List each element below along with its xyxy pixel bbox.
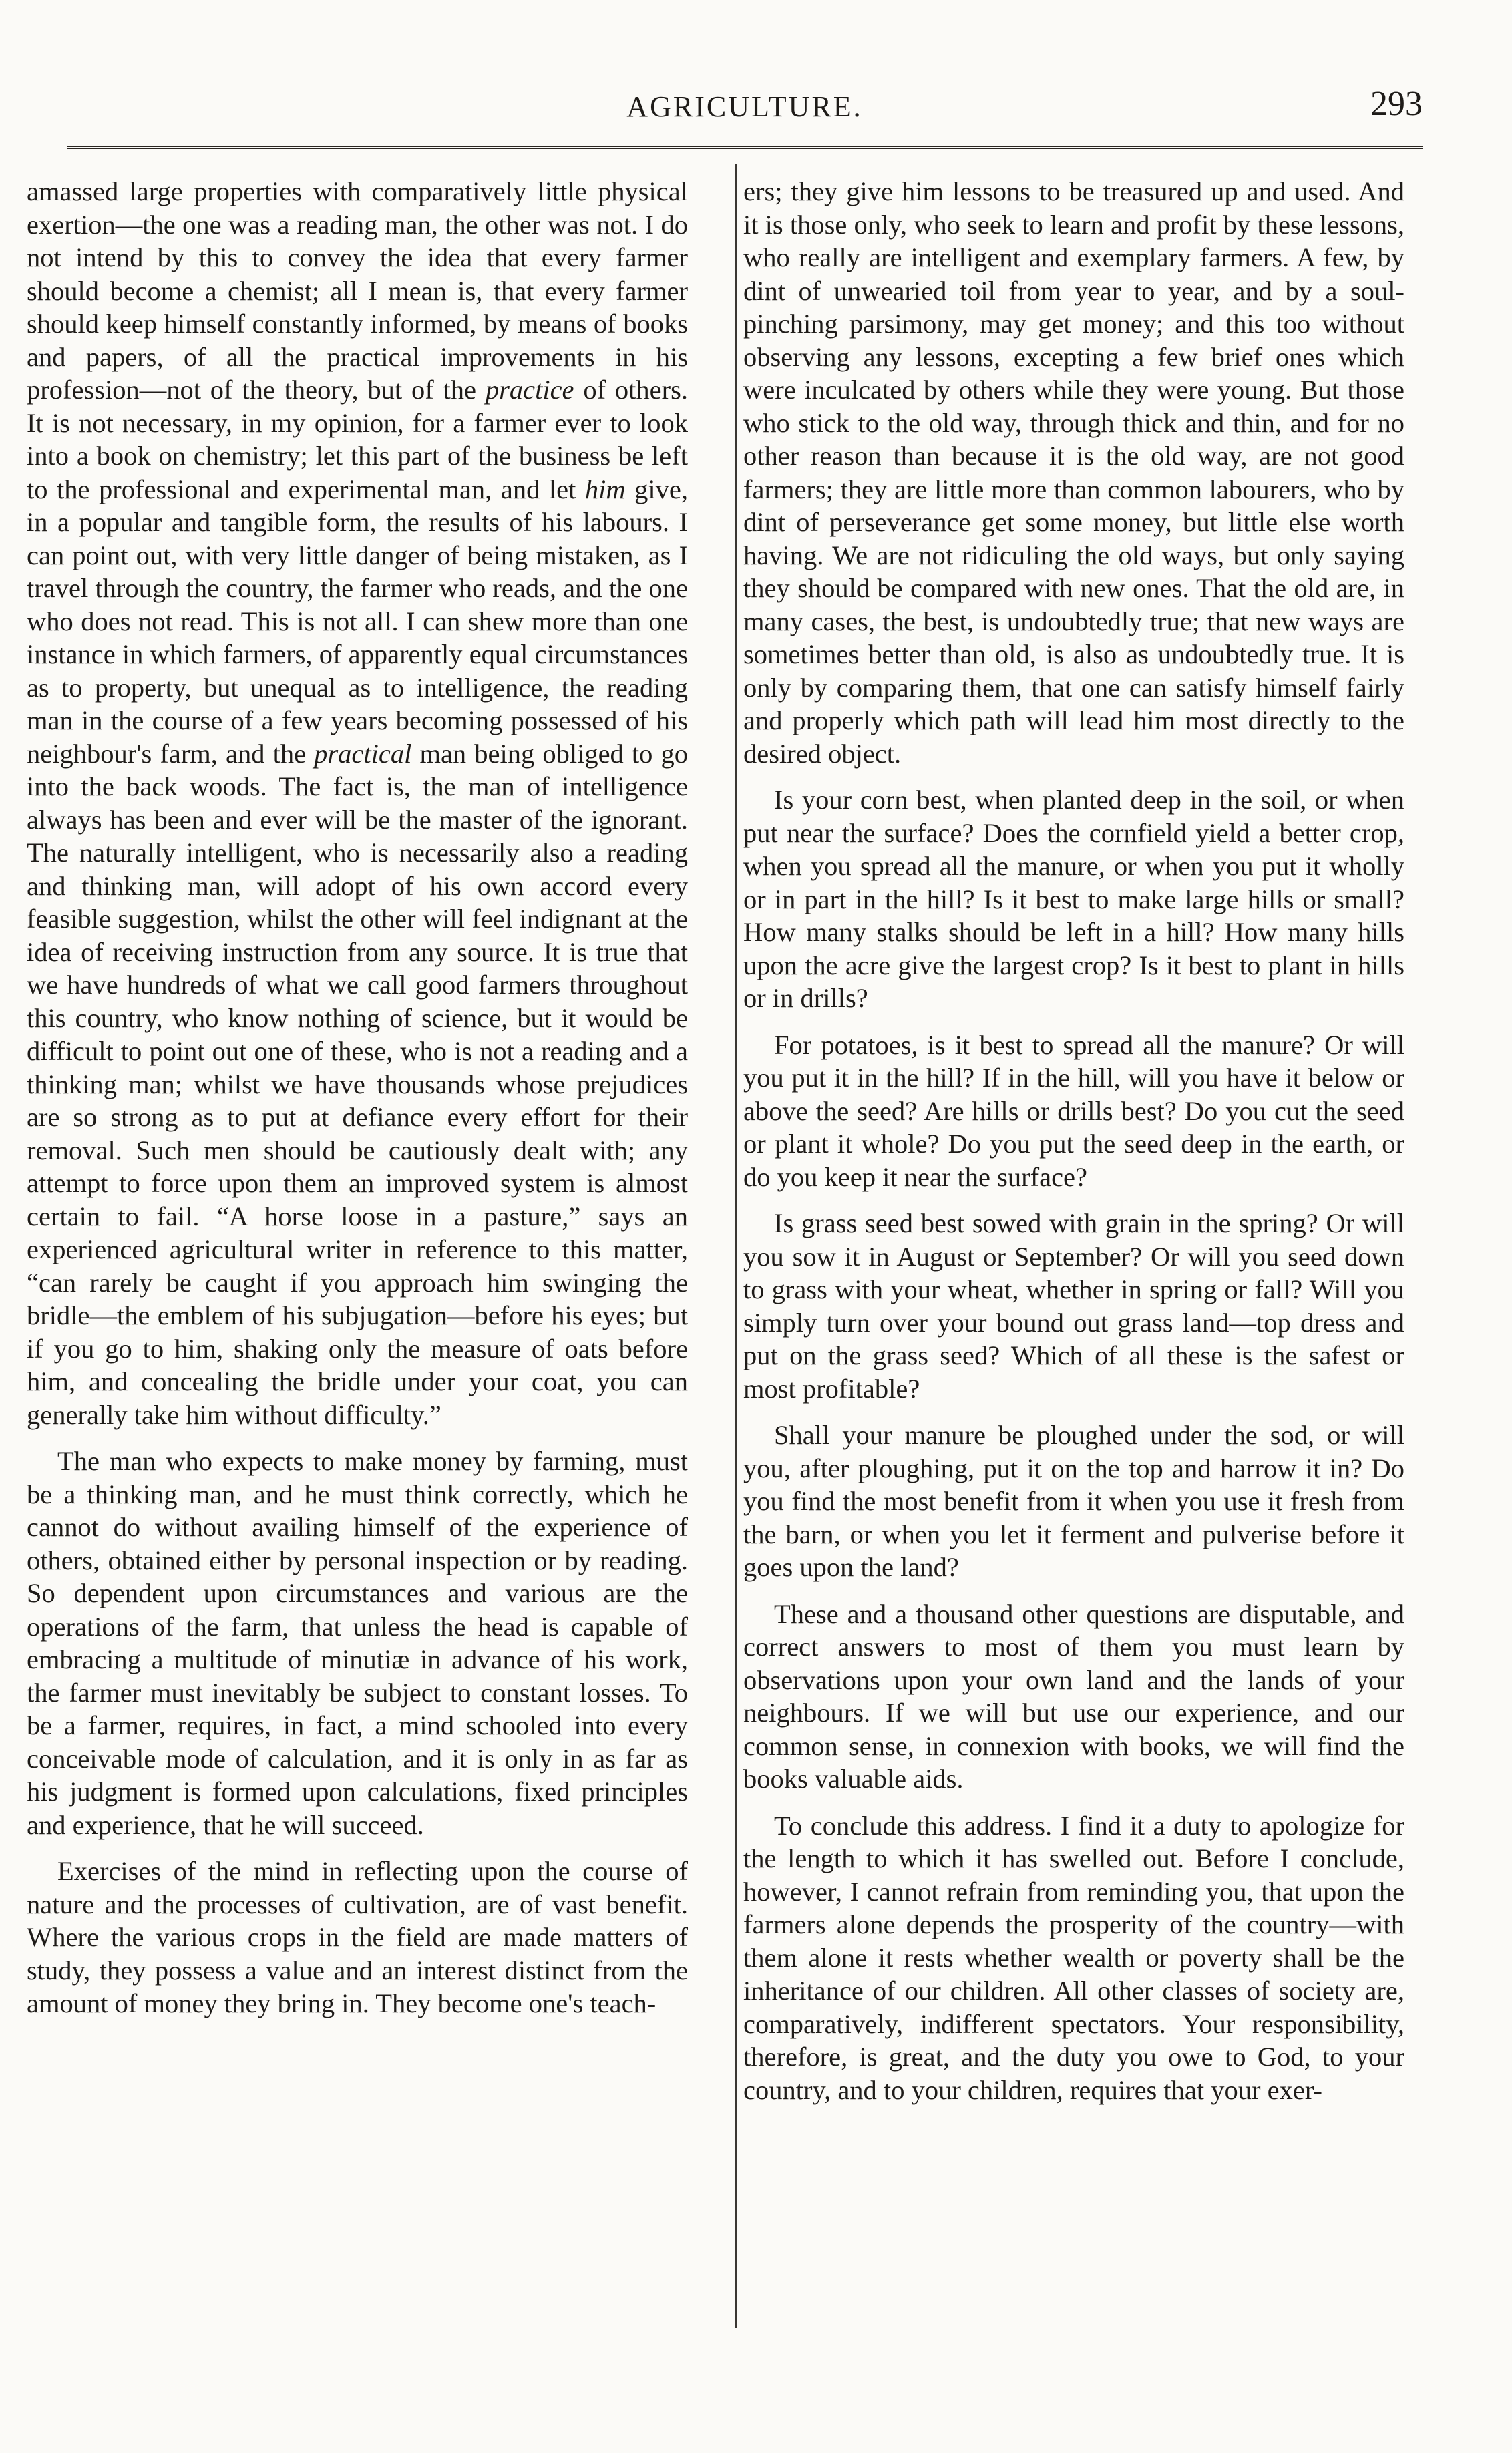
text-run: For potatoes, is it best to spread all the manure? Or will you put it in the hill? If in the hill, will you have it below or above the seed? Are hills or drills best? Do you cut the seed or plant it whole? Do you put the seed deep in the earth, or do you keep it near the surface? <box>743 1029 1404 1192</box>
left-column <box>27 175 688 2034</box>
text-run: ers; they give him lessons to be treasured up and used. And it is those only, who seek to learn and profit by these lessons, who really are intelligent and exemplary farmers. A few, by dint of unwearied toil from year to year, and by a soul-pinching parsimony, may get money; and this too without observing any lessons, excepting a few brief ones which were inculcated by others while they were young. But those who stick to the old way, through thick and thin, and for no other reason than because it is the old way, are not good farmers; they are little more than common labourers, who by dint of perseverance get some money, but little else worth having. We are not ridiculing the old ways, but only saying they should be compared with new ones. That the old are, in many cases, the best, is undoubtedly true; that new ways are sometimes better than old, is also as undoubtedly true. It is only by comparing them, that one can satisfy himself fairly and properly which path will lead him most directly to the desired object. <box>743 176 1404 769</box>
text-run: give, in a popular and tangible form, the results of his labours. I can point out, with very little danger of being mistaken, as I travel through the country, the farmer who reads, and the one who does not read. This is not all. I can shew more than one instance in which farmers, of apparently equal circumstances as to property, but unequal as to intelligence, the reading man in the course of a few years becoming possessed of his neighbour's farm, and the <box>27 474 688 769</box>
text-run: To conclude this address. I find it a duty to apologize for the length to which it has swelled out. Before I conclude, however, I cannot refrain from reminding you, that upon the farmers alone depends the prosperity of the country—with them alone it rests whether wealth or poverty shall be the inheritance of our children. All other classes of society are, comparatively, indifferent spectators. Your responsibility, therefore, is great, and the duty you owe to God, to your country, and to your children, requires that your exer- <box>743 1810 1404 2105</box>
paragraph <box>27 1855 688 2020</box>
text-run: man being obliged to go into the back woods. The fact is, the man of intelligence always has been and ever will be the master of the ignorant. The naturally intelligent, who is necessarily also a reading and thinking man, will adopt of his own accord every feasible suggestion, whilst the other will feel indignant at the idea of receiving instruction from any source. It is true that we have hundreds of what we call good farmers throughout this country, who know nothing of science, but it would be difficult to point out one of these, who is not a reading and a thinking man; whilst we have thousands whose prejudices are so strong as to put at defiance every effort for their removal. Such men should be cautiously dealt with; any attempt to force upon them an improved system is almost certain to fail. “A horse loose in a pasture,” says an experienced agricultural writer in reference to this matter, “can rarely be caught if you approach him swinging the bridle—the emblem of his subjugation—before his eyes; but if you go to him, shaking only the measure of oats before him, and concealing the bridle under your coat, you can generally take him without difficulty.” <box>27 738 688 1430</box>
italic-text: him <box>584 474 626 504</box>
text-run: amassed large properties with comparatively little physical exertion—the one was a reading man, the other was not. I do not intend by this to convey the idea that every farmer should become a chemist; all I mean is, that every farmer should keep himself constantly informed, by means of books and papers, of all the practical improvements in his profession—not of the theory, but of the <box>27 176 688 405</box>
text-run: Shall your manure be ploughed under the sod, or will you, after ploughing, put it on the top and harrow it in? Do you find the most benefit from it when you use it fresh from the barn, or when you let it ferment and pulverise before it goes upon the land? <box>743 1420 1404 1582</box>
column-divider <box>735 164 737 2328</box>
paragraph <box>743 783 1404 1015</box>
page-header <box>67 85 1423 136</box>
paragraph <box>743 1809 1404 2107</box>
paragraph <box>743 1419 1404 1584</box>
paragraph <box>743 175 1404 770</box>
text-run: of others. It is not necessary, in my opinion, for a farmer ever to look into a book on chemistry; let this part of the business be left to the professional and experimental man, and let <box>27 375 688 504</box>
italic-text: practice <box>485 375 574 405</box>
text-run: The man who expects to make money by farming, must be a thinking man, and he must think correctly, which he cannot do without availing himself of the experience of others, obtained either by personal inspection or by reading. So dependent upon circumstances and various are the operations of the farm, that unless the head is capable of embracing a multitude of minutiæ in advance of his work, the farmer must inevitably be subject to constant losses. To be a farmer, requires, in fact, a mind schooled into every conceivable mode of calculation, and it is only in as far as his judgment is formed upon calculations, fixed principles and experience, that he will succeed. <box>27 1446 688 1840</box>
text-run: Is grass seed best sowed with grain in the spring? Or will you sow it in August or September? Or will you seed down to grass with your wheat, whether in spring or fall? Will you simply turn over your bound out grass land—top dress and put on the grass seed? Which of all these is the safest or most profitable? <box>743 1208 1404 1404</box>
paragraph <box>27 175 688 1431</box>
paragraph <box>743 1597 1404 1796</box>
right-column <box>743 175 1404 2120</box>
running-title: AGRICULTURE. <box>626 90 863 123</box>
italic-text: practical <box>314 738 412 769</box>
header-rule <box>67 146 1423 149</box>
paragraph <box>27 1445 688 1841</box>
paragraph <box>743 1028 1404 1194</box>
text-run: Is your corn best, when planted deep in the soil, or when put near the surface? Does the cornfield yield a better crop, when you spread all the manure, or when you put it wholly or in part in the hill? Is it best to make large hills or small? How many stalks should be left in a hill? How many hills upon the acre give the largest crop? Is it best to plant in hills or in drills? <box>743 785 1404 1013</box>
paragraph <box>743 1207 1404 1405</box>
text-run: Exercises of the mind in reflecting upon the course of nature and the processes of cultivation, are of vast benefit. Where the various crops in the field are made matters of study, they possess a value and an interest distinct from the amount of money they bring in. They become one's teach- <box>27 1856 688 2018</box>
text-run: These and a thousand other questions are disputable, and correct answers to most of them you must learn by observations upon your own land and the lands of your neighbours. If we will but use our experience, and our common sense, in connexion with books, we will find the books valuable aids. <box>743 1598 1404 1794</box>
page-number: 293 <box>1370 85 1423 123</box>
